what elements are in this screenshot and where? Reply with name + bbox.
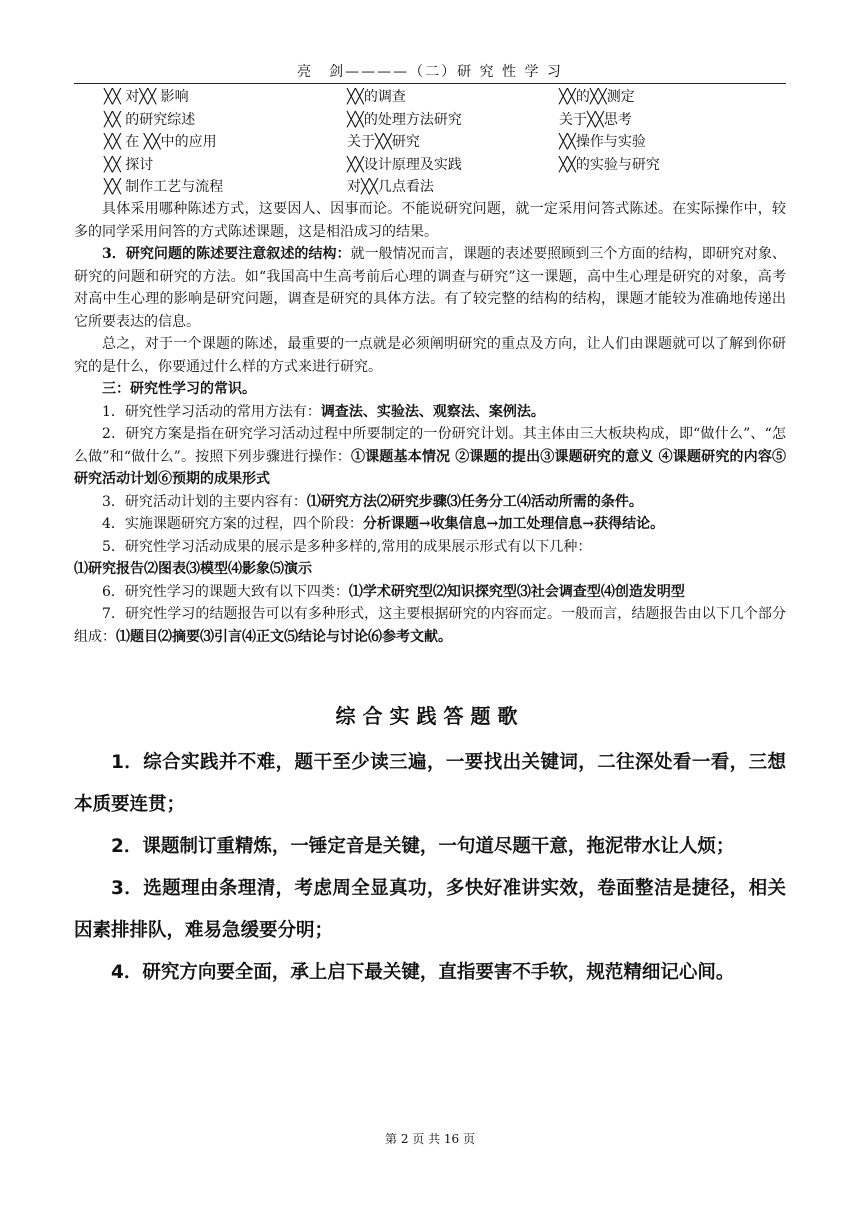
song-title: 综合实践答题歌 — [335, 704, 525, 728]
section-heading: 三：研究性学习的常识。 — [102, 381, 256, 397]
paragraph: 具体采用哪种陈述方式，这要因人、因事而论。不能说研究问题，就一定采用问答式陈述。在实际操作中，较多的同学采用问答的方式陈述课题，这是相沿成习的结果。 — [74, 201, 786, 240]
grid-cell: ╳╳设计原理及实践 — [347, 156, 462, 173]
paragraph — [74, 243, 786, 333]
list-item — [74, 491, 786, 514]
grid-cell: 对╳╳几点看法 — [347, 179, 434, 195]
list-item-text: 1．研究性学习活动的常用方法有： — [102, 403, 321, 420]
grid-row — [104, 109, 744, 132]
list-item — [74, 603, 786, 648]
grid-row — [104, 154, 744, 177]
song-line: 3．选题理由条理清，考虑周全显真功，多快好准讲实效，卷面整洁是捷径，相关因素排排队，难易急缓要分明； — [74, 878, 786, 941]
list-item-text: 4．实施课题研究方案的过程，四个阶段： — [102, 516, 363, 532]
list-item-text: 6．研究性学习的课题大致有以下四类： — [102, 583, 349, 600]
grid-cell: 关于╳╳研究 — [347, 134, 420, 150]
list-item — [74, 423, 786, 491]
page-header: 亮 剑————（二）研 究 性 学 习 — [297, 64, 563, 80]
list-item — [74, 513, 786, 536]
grid-cell: ╳╳的调查 — [347, 89, 406, 105]
song-line: 4．研究方向要全面，承上启下最关键，直指要害不手软，规范精细记心间。 — [111, 962, 735, 983]
list-item-emphasis: ①课题基本情况 ②课题的提出③课题研究的意义 ④课题研究的内容⑤研究活动计划⑥预期的成果形式 — [74, 448, 786, 487]
grid-cell: ╳╳ 的研究综述 — [104, 111, 196, 128]
list-item-text: 2．研究方案是指在研究学习活动过程中所要制定的一份研究计划。其主体由三大板块构成，即“做什么”、“怎么做”和“做什么”。按照下列步骤进行操作： — [74, 426, 786, 465]
page-footer: 第 2 页 共 16 页 — [385, 1132, 475, 1146]
list-item — [74, 581, 786, 604]
list-item — [74, 401, 786, 424]
list-item: 5．研究性学习活动成果的展示是多种多样的,常用的成果展示形式有以下几种： — [102, 538, 592, 555]
list-item-emphasis: 分析课题→收集信息→加工处理信息→获得结论。 — [362, 516, 665, 532]
grid-row — [104, 176, 744, 199]
grid-cell: ╳╳的处理方法研究 — [347, 111, 462, 128]
song-line: 2．课题制订重精炼，一锤定音是关键，一句道尽题干意，拖泥带水让人烦； — [111, 836, 735, 857]
grid-cell: ╳╳操作与实验 — [559, 134, 646, 150]
grid-cell: ╳╳ 制作工艺与流程 — [104, 179, 224, 195]
paragraph-heading: 3．研究问题的陈述要注意叙述的结构： — [102, 246, 351, 262]
song-body — [74, 742, 786, 994]
list-item-text: 3．研究活动计划的主要内容有： — [102, 493, 307, 510]
topic-template-grid — [104, 86, 744, 199]
grid-row — [104, 131, 744, 154]
paragraph: 总之，对于一个课题的陈述，最重要的一点就是必须阐明研究的重点及方向，让人们由课题就可以了解到你研究的是什么，你要通过什么样的方式来进行研究。 — [74, 336, 786, 375]
grid-cell: ╳╳的╳╳测定 — [559, 89, 635, 105]
list-item-text: 7．研究性学习的结题报告可以有多种形式，这主要根据研究的内容而定。一般而言，结题报告由以下几个部分组成： — [74, 606, 786, 645]
grid-cell: 关于╳╳思考 — [559, 111, 632, 128]
header-rule — [74, 83, 786, 84]
paragraph-text: 就一般情况而言，课题的表述要照顾到三个方面的结构，即研究对象、研究的问题和研究的方法。如“我国高中生高考前后心理的调查与研究”这一课题，高中生心理是研究的对象，高考对高中生心理的影响是研究问题，调查是研究的具体方法。有了较完整的结构的结构，课题才能较为准确地传递出它所要表达的信息。 — [74, 246, 786, 330]
list-item-emphasis: ⑴学术研究型⑵知识探究型⑶社会调查型⑷创造发明型 — [348, 583, 685, 600]
song-line: 1．综合实践并不难，题干至少读三遍，一要找出关键词，二往深处看一看，三想本质要连贯； — [74, 752, 786, 815]
grid-row — [104, 86, 744, 109]
list-item-emphasis: ⑴研究报告⑵图表⑶模型⑷影象⑸演示 — [74, 561, 312, 577]
list-item-emphasis: 调查法、实验法、观察法、案例法。 — [320, 403, 545, 420]
grid-cell: ╳╳ 探讨 — [104, 156, 154, 173]
list-item-emphasis: ⑴题目⑵摘要⑶引言⑷正文⑸结论与讨论⑹参考文献。 — [116, 628, 452, 645]
body-text — [74, 198, 786, 648]
grid-cell: ╳╳的实验与研究 — [559, 156, 660, 173]
grid-cell: ╳╳ 对╳╳ 影响 — [104, 89, 189, 105]
list-item-emphasis: ⑴研究方法⑵研究步骤⑶任务分工⑷活动所需的条件。 — [306, 493, 643, 510]
grid-cell: ╳╳ 在 ╳╳中的应用 — [104, 134, 217, 150]
